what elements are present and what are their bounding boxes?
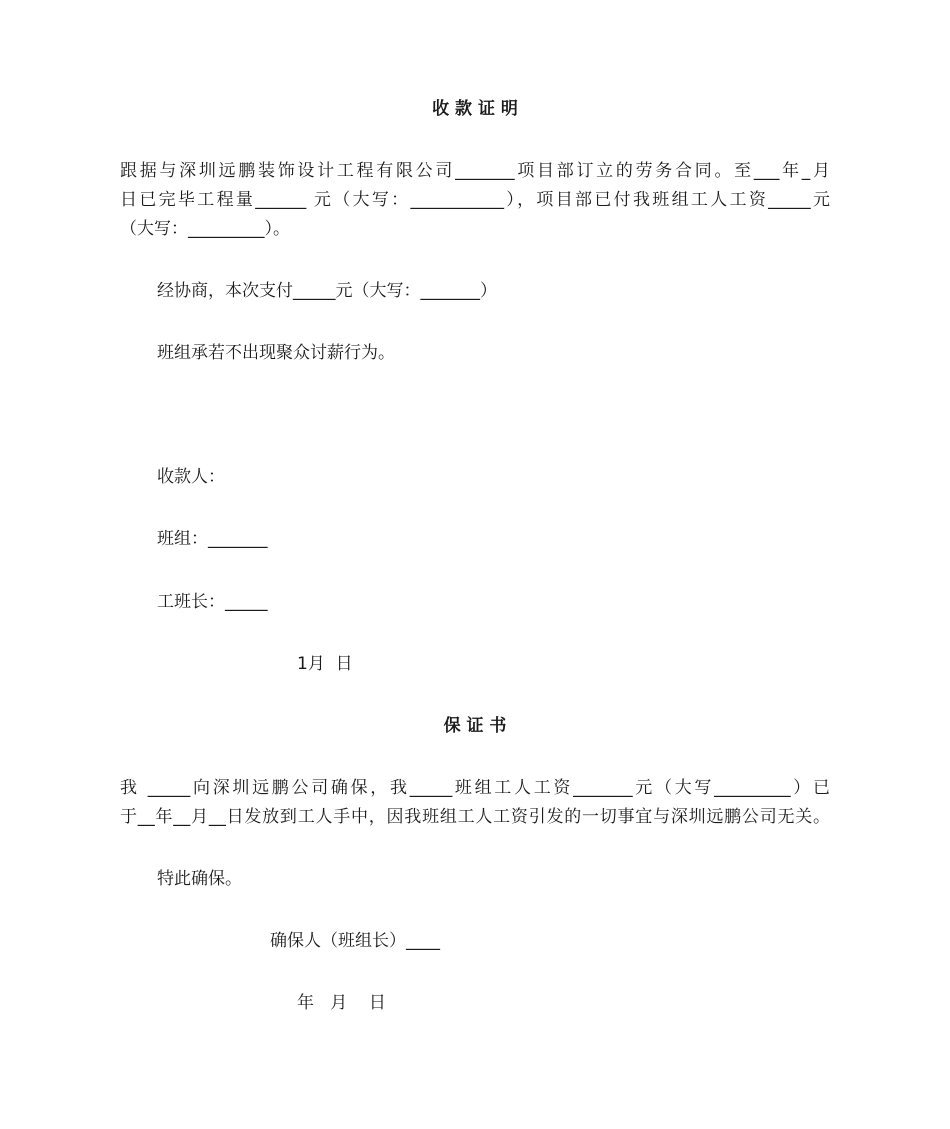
receipt-paragraph-line-1: 跟据与深圳远鹏装饰设计工程有限公司_______项目部订立的劳务合同。至___年_月 xyxy=(120,161,830,181)
receipt-commitment-paragraph: 班组承若不出现聚众讨薪行为。 xyxy=(157,343,395,363)
receipt-paragraph-line-2: 日已完毕工程量______ 元（大写：___________），项目部已付我班组工人工资_____元 xyxy=(120,190,830,210)
guarantee-closing: 特此确保。 xyxy=(157,869,242,889)
guarantor-signature-line: 确保人（班组长）____ xyxy=(270,931,440,951)
receipt-title: 收 款 证 明 xyxy=(432,99,518,119)
receipt-date: 1月 日 xyxy=(297,654,353,674)
guarantee-paragraph-line-1: 我 _____向深圳远鹏公司确保，我_____班组工人工资_______元（大写_________）已 xyxy=(120,778,830,798)
foreman-label: 工班长：_____ xyxy=(157,592,268,612)
receipt-paragraph-line-3: （大写：_________）。 xyxy=(120,219,290,239)
guarantee-date: 年 月 日 xyxy=(297,993,386,1013)
payee-label: 收款人： xyxy=(157,467,225,487)
guarantee-paragraph-line-2: 于__年__月__日发放到工人手中，因我班组工人工资引发的一切事宜与深圳远鹏公司无关。 xyxy=(120,807,830,827)
guarantee-title: 保 证 书 xyxy=(443,716,507,736)
team-label: 班组：_______ xyxy=(157,529,268,549)
receipt-payment-paragraph: 经协商，本次支付_____元（大写：_______） xyxy=(157,281,497,301)
